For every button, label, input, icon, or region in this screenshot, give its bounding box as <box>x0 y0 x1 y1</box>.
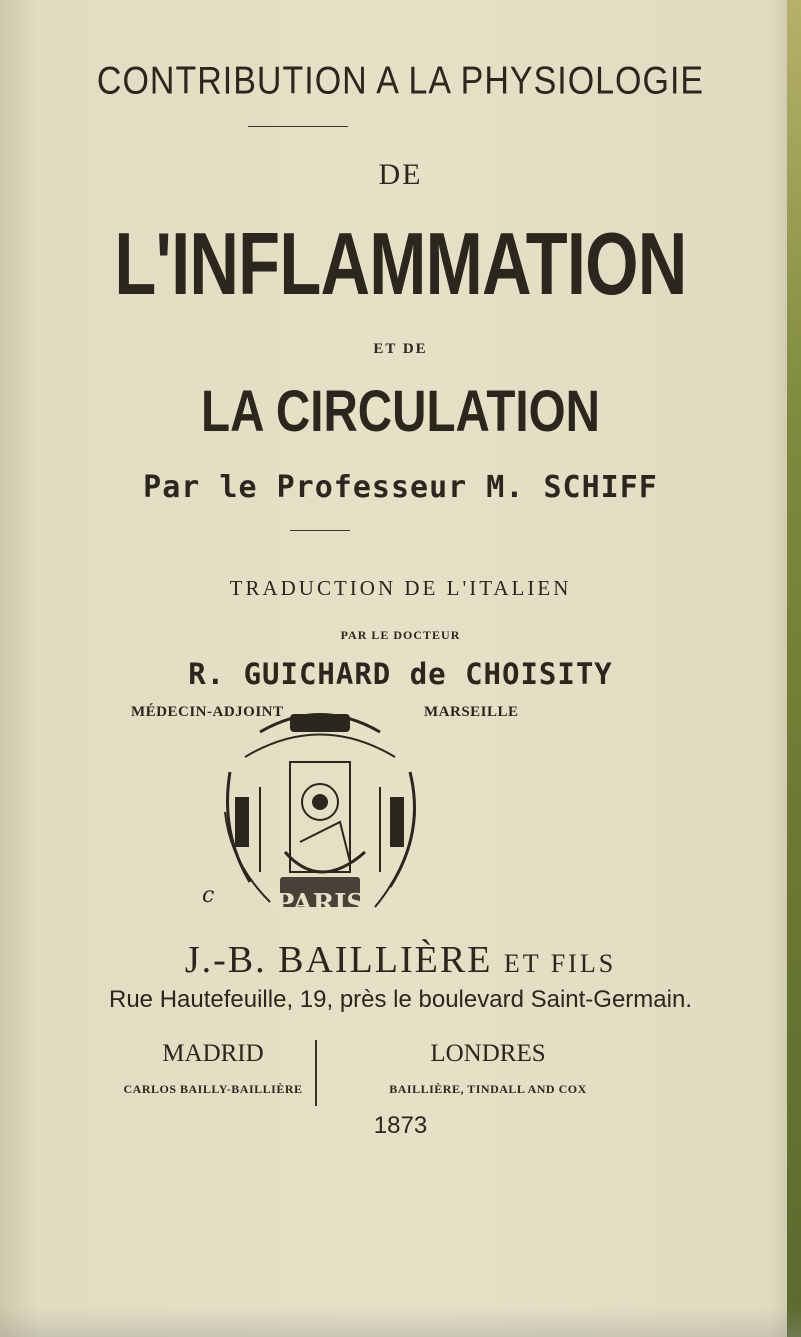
title-de: DE <box>378 158 423 191</box>
branch-divider <box>315 1040 317 1106</box>
title-et-de: ET DE <box>373 341 428 357</box>
divider-rule-2 <box>290 530 350 531</box>
par-le-docteur: PAR LE DOCTEUR <box>340 628 461 642</box>
subtitle: LA CIRCULATION <box>201 379 600 444</box>
translation-line: TRADUCTION DE L'ITALIEN <box>229 576 572 600</box>
branch-london-house: BAILLIÈRE, TINDALL AND COX <box>389 1082 587 1096</box>
stamp-text-right: MARSEILLE <box>424 704 519 720</box>
publisher-et-fils: ET FILS <box>503 949 617 978</box>
publication-year: 1873 <box>373 1112 428 1139</box>
divider-rule <box>248 126 348 127</box>
page-bottom-shadow <box>0 1307 801 1337</box>
emblem-mark-c: c <box>202 883 215 908</box>
stamp-text-left: MÉDECIN-ADJOINT <box>131 704 284 720</box>
branch-madrid-city: MADRID <box>162 1040 264 1067</box>
publisher-name <box>0 938 801 982</box>
main-title: L'INFLAMMATION <box>114 214 687 313</box>
emblem-paris-text: PARIS <box>274 889 366 919</box>
branch-london-city: LONDRES <box>430 1040 546 1067</box>
author-line: Par le Professeur M. SCHIFF <box>143 470 658 505</box>
publisher-address: Rue Hautefeuille, 19, près le boulevard Saint-Germain. <box>109 986 692 1013</box>
publisher-name-text: J.-B. BAILLIÈRE <box>184 939 493 981</box>
branch-madrid-house: CARLOS BAILLY-BAILLIÈRE <box>123 1082 303 1096</box>
series-title: CONTRIBUTION A LA PHYSIOLOGIE <box>96 59 705 103</box>
translator-name: R. GUICHARD de CHOISITY <box>188 657 613 691</box>
publisher-emblem <box>190 702 450 932</box>
